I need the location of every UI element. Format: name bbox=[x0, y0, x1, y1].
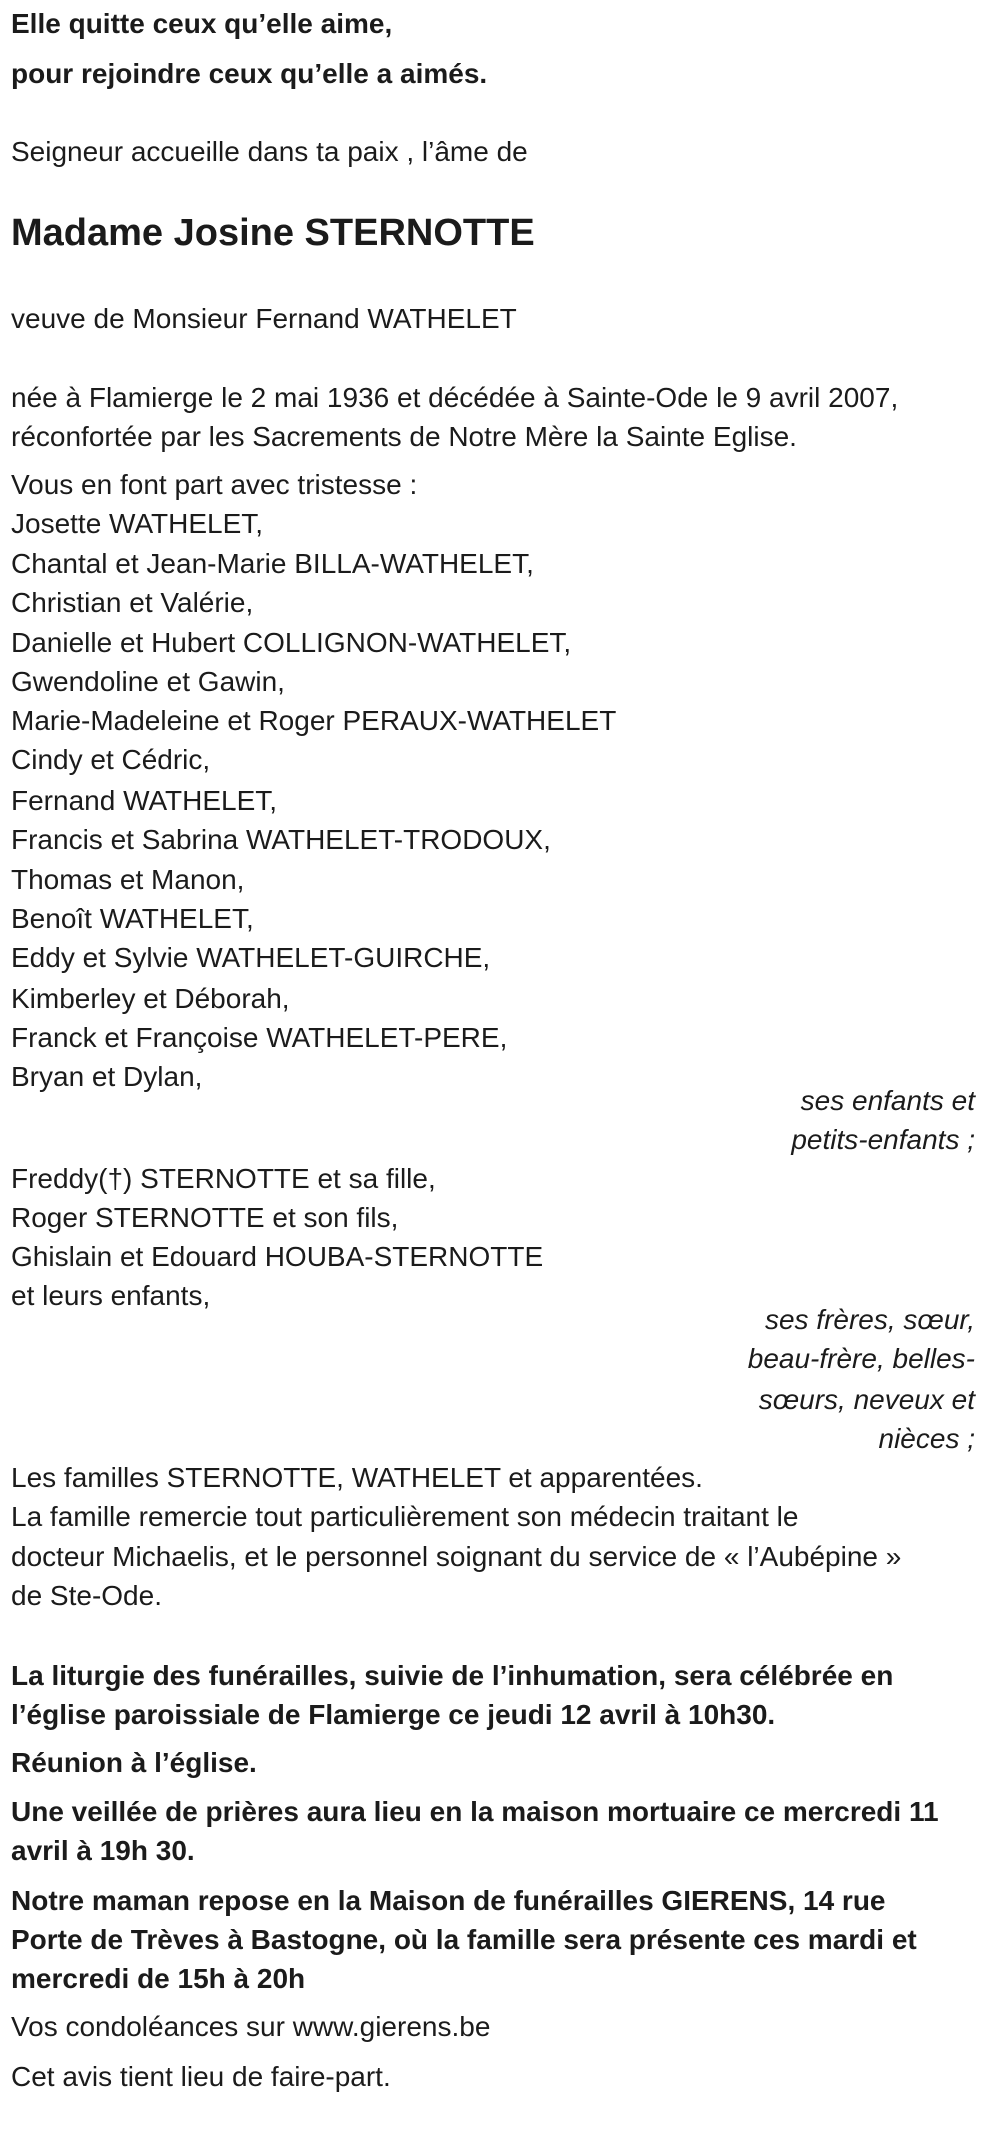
children-list-item: Franck et Françoise WATHELET-PERE, bbox=[11, 1022, 508, 1053]
families-text: Les familles STERNOTTE, WATHELET et apparentées. bbox=[11, 1462, 703, 1493]
siblings-role-line: sœurs, neveux et bbox=[758, 1384, 975, 1415]
children-list-item: Danielle et Hubert COLLIGNON-WATHELET, bbox=[11, 627, 572, 658]
children-list-item: Eddy et Sylvie WATHELET-GUIRCHE, bbox=[11, 942, 491, 973]
siblings-list-item: Roger STERNOTTE et son fils, bbox=[11, 1202, 399, 1233]
thanks-line: de Ste-Ode. bbox=[11, 1580, 162, 1611]
epigraph-line: pour rejoindre ceux qu’elle a aimés. bbox=[11, 58, 488, 89]
children-list-item: Marie-Madeleine et Roger PERAUX-WATHELET bbox=[11, 705, 617, 736]
children-list-item: Chantal et Jean-Marie BILLA-WATHELET, bbox=[11, 548, 534, 579]
spouse-text: veuve de Monsieur Fernand WATHELET bbox=[11, 303, 517, 334]
funeral-vigil-line: avril à 19h 30. bbox=[11, 1835, 195, 1866]
children-role-line: petits-enfants ; bbox=[791, 1124, 975, 1155]
notice-text: Cet avis tient lieu de faire-part. bbox=[11, 2061, 391, 2092]
children-role-line: ses enfants et bbox=[800, 1085, 975, 1116]
children-list-item: Bryan et Dylan, bbox=[11, 1061, 203, 1092]
birth-death-line: née à Flamierge le 2 mai 1936 et décédée à Sainte-Ode le 9 avril 2007, bbox=[11, 382, 899, 413]
siblings-list-item: Freddy(†) STERNOTTE et sa fille, bbox=[11, 1163, 436, 1194]
siblings-list-item: et leurs enfants, bbox=[11, 1280, 211, 1311]
funeral-rest-line: mercredi de 15h à 20h bbox=[11, 1963, 306, 1994]
birth-death-line: réconfortée par les Sacrements de Notre Mère la Sainte Eglise. bbox=[11, 421, 797, 452]
funeral-rest-line: Porte de Trèves à Bastogne, où la famille sera présente ces mardi et bbox=[11, 1924, 917, 1955]
siblings-list-item: Ghislain et Edouard HOUBA-STERNOTTE bbox=[11, 1241, 544, 1272]
children-list-item: Benoît WATHELET, bbox=[11, 903, 254, 934]
children-list-item: Gwendoline et Gawin, bbox=[11, 666, 285, 697]
announcement-text: Vous en font part avec tristesse : bbox=[11, 469, 418, 500]
deceased-name: Madame Josine STERNOTTE bbox=[11, 212, 535, 254]
prayer-text: Seigneur accueille dans ta paix , l’âme de bbox=[11, 136, 528, 167]
funeral-liturgy-line: l’église paroissiale de Flamierge ce jeudi 12 avril à 10h30. bbox=[11, 1699, 776, 1730]
funeral-vigil-line: Une veillée de prières aura lieu en la maison mortuaire ce mercredi 11 bbox=[11, 1796, 939, 1827]
children-list-item: Christian et Valérie, bbox=[11, 587, 254, 618]
condolences-text: Vos condoléances sur www.gierens.be bbox=[11, 2011, 491, 2042]
siblings-role-line: ses frères, sœur, bbox=[764, 1304, 975, 1335]
thanks-line: docteur Michaelis, et le personnel soignant du service de « l’Aubépine » bbox=[11, 1541, 902, 1572]
thanks-line: La famille remercie tout particulièrement son médecin traitant le bbox=[11, 1501, 799, 1532]
children-list-item: Kimberley et Déborah, bbox=[11, 983, 290, 1014]
children-list-item: Fernand WATHELET, bbox=[11, 785, 278, 816]
funeral-meeting: Réunion à l’église. bbox=[11, 1747, 257, 1778]
epigraph-line: Elle quitte ceux qu’elle aime, bbox=[11, 8, 393, 39]
funeral-rest-line: Notre maman repose en la Maison de funérailles GIERENS, 14 rue bbox=[11, 1885, 886, 1916]
children-list-item: Francis et Sabrina WATHELET-TRODOUX, bbox=[11, 824, 551, 855]
children-list-item: Josette WATHELET, bbox=[11, 508, 264, 539]
siblings-role-line: beau-frère, belles- bbox=[747, 1343, 975, 1374]
children-list-item: Cindy et Cédric, bbox=[11, 744, 211, 775]
children-list-item: Thomas et Manon, bbox=[11, 864, 245, 895]
siblings-role-line: nièces ; bbox=[878, 1423, 975, 1454]
funeral-liturgy-line: La liturgie des funérailles, suivie de l’inhumation, sera célébrée en bbox=[11, 1660, 894, 1691]
